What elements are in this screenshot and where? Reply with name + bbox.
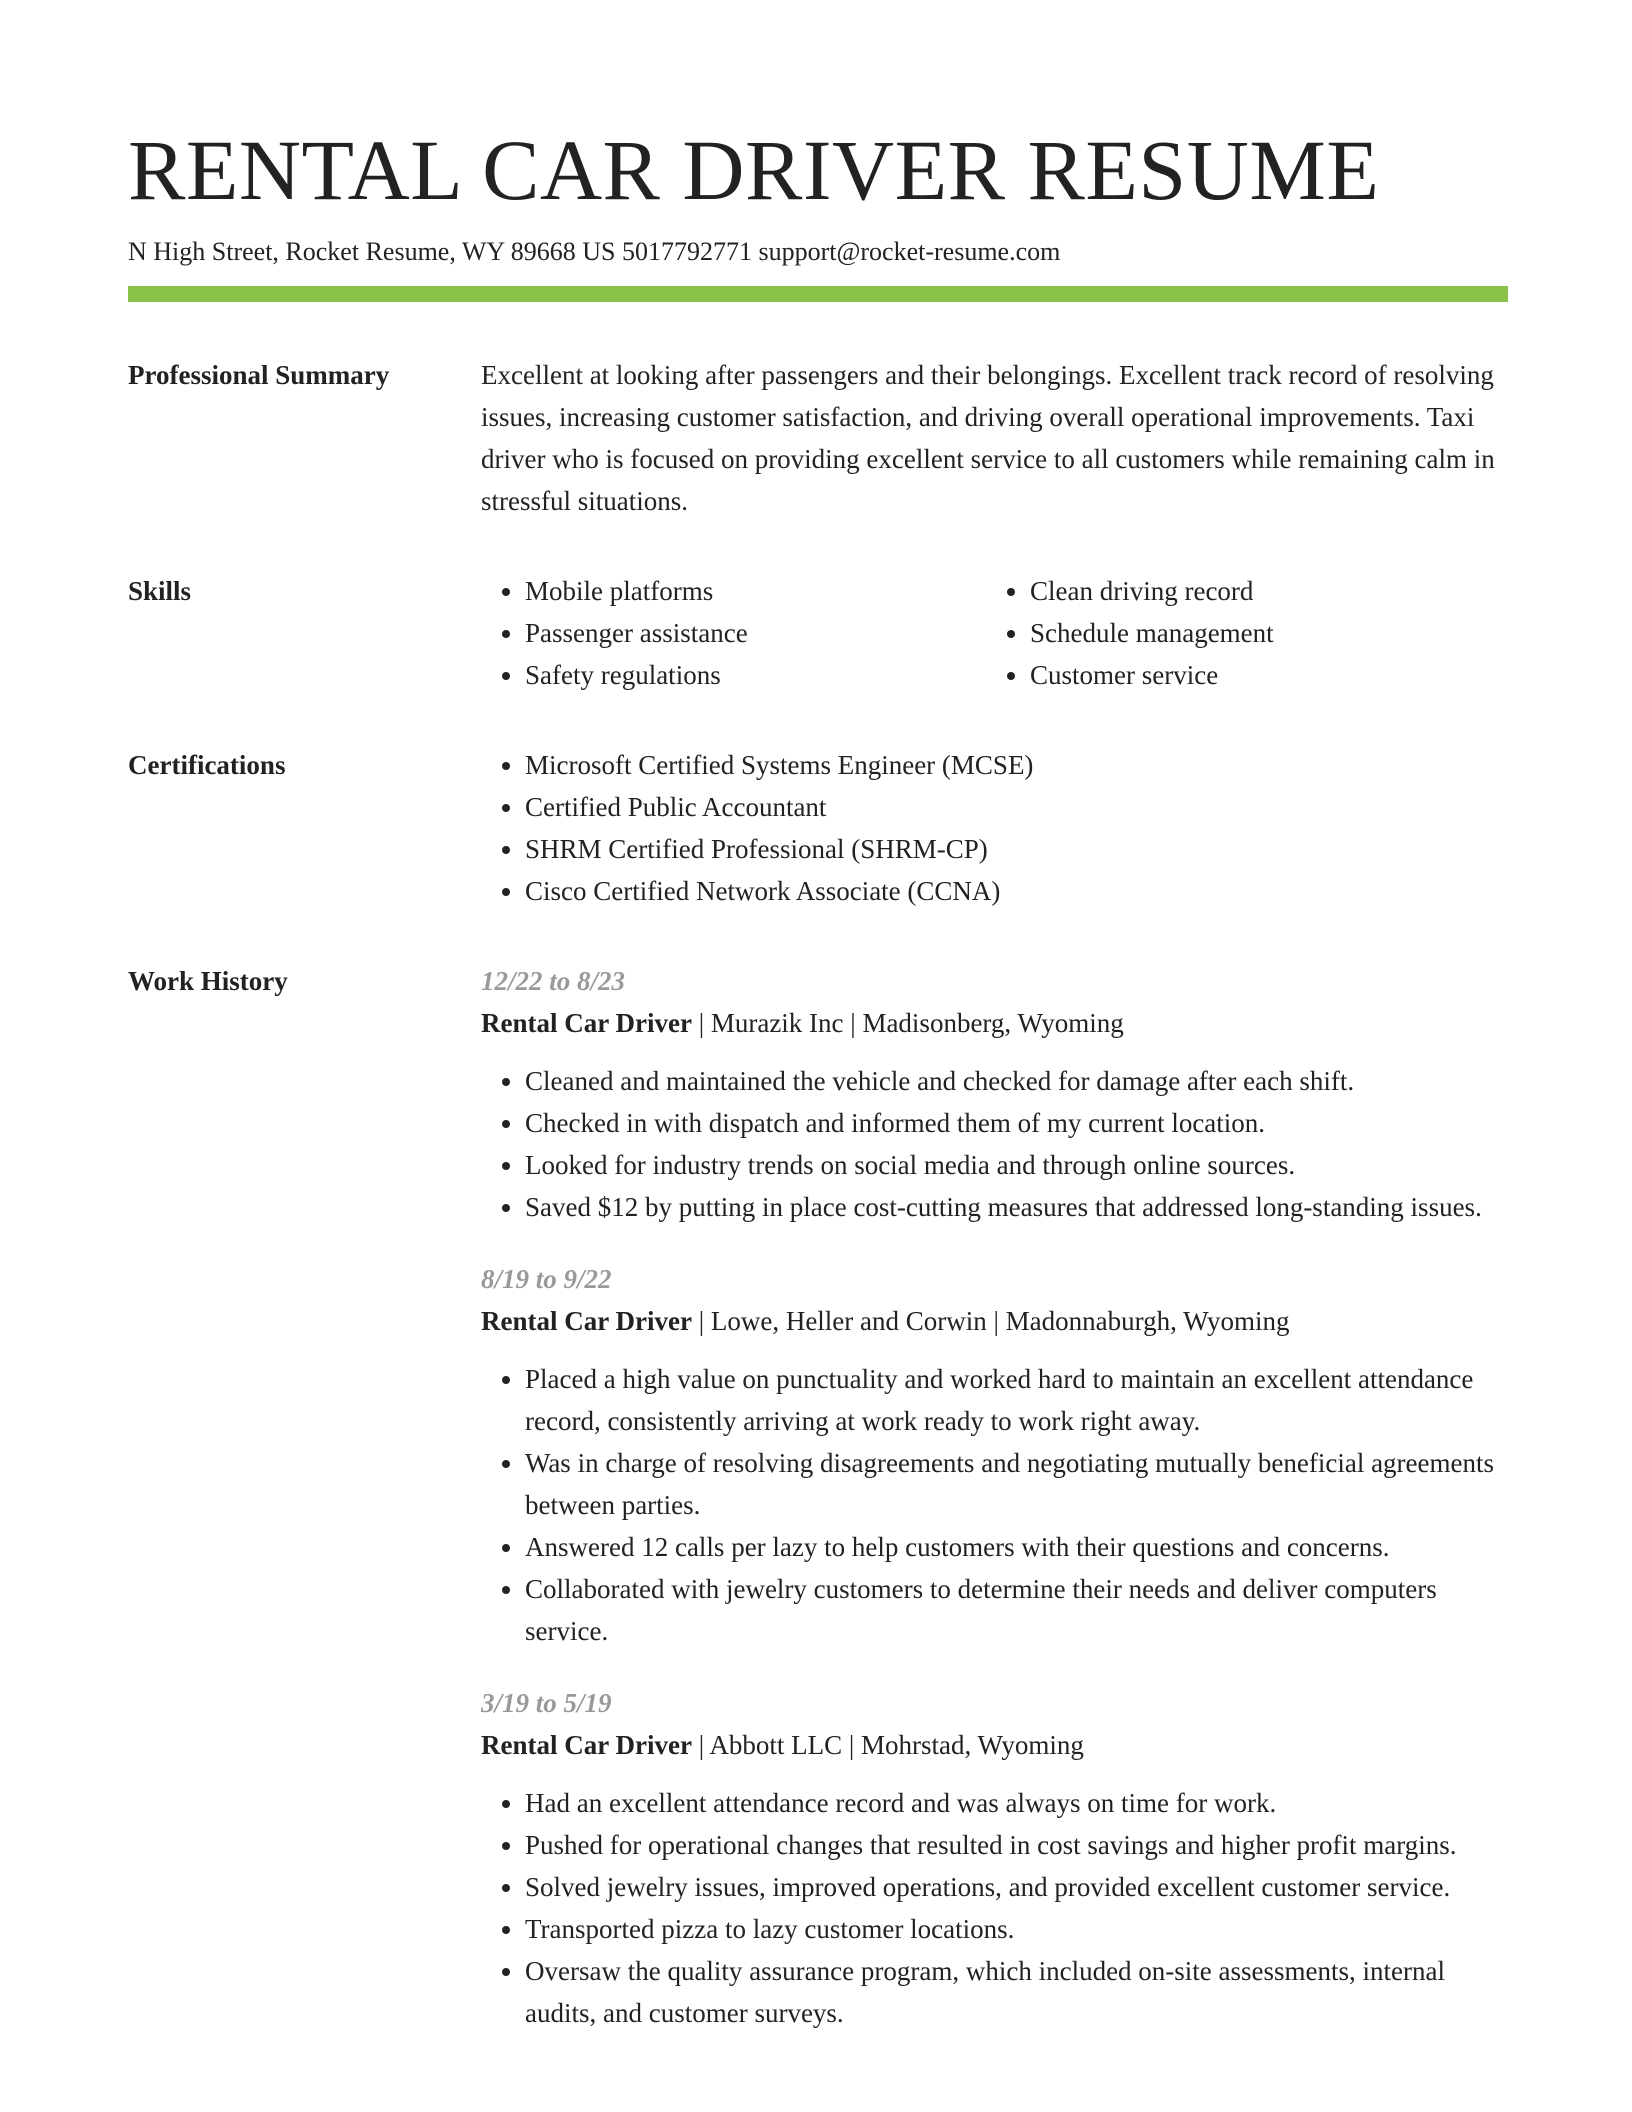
certifications-list xyxy=(481,744,1508,912)
certifications-body xyxy=(481,744,1508,912)
section-work-history xyxy=(128,960,1508,2064)
job-bullets xyxy=(481,1358,1508,1652)
section-skills xyxy=(128,570,1508,696)
job-bullet: • Cleaned and maintained the vehicle and checked for damage after each shift. xyxy=(525,1060,1508,1102)
section-label-skills: Skills xyxy=(128,576,192,606)
job-details: | Abbott LLC | Mohrstad, Wyoming xyxy=(691,1730,1084,1760)
skill-item: • Mobile platforms xyxy=(525,570,986,612)
job-bullets xyxy=(481,1060,1508,1228)
skills-column-1 xyxy=(481,570,986,696)
job-bullet: • Solved jewelry issues, improved operations, and provided excellent customer service. xyxy=(525,1866,1508,1908)
job-bullet: • Checked in with dispatch and informed them of my current location. xyxy=(525,1102,1508,1144)
skill-item: • Customer service xyxy=(1030,654,1491,696)
job-bullet: • Was in charge of resolving disagreements and negotiating mutually beneficial agreements between parties. xyxy=(525,1442,1508,1526)
contact-line: N High Street, Rocket Resume, WY 89668 US 5017792771 support@rocket-resume.com xyxy=(128,237,1061,266)
job-bullet: • Pushed for operational changes that resulted in cost savings and higher profit margins. xyxy=(525,1824,1508,1866)
job-bullet: • Transported pizza to lazy customer locations. xyxy=(525,1908,1508,1950)
job-entry xyxy=(481,1682,1508,2034)
job-bullet: • Collaborated with jewelry customers to determine their needs and deliver computers service. xyxy=(525,1568,1508,1652)
job-bullet: • Placed a high value on punctuality and worked hard to maintain an excellent attendance record, consistently arriving at work ready to work right away. xyxy=(525,1358,1508,1442)
job-heading xyxy=(481,1300,1508,1342)
job-heading xyxy=(481,1002,1508,1044)
work-history-body xyxy=(481,960,1508,2064)
certification-item: • Microsoft Certified Systems Engineer (MCSE) xyxy=(525,744,1508,786)
certification-item: • SHRM Certified Professional (SHRM-CP) xyxy=(525,828,1508,870)
accent-divider xyxy=(128,286,1508,302)
job-bullet: • Oversaw the quality assurance program, which included on-site assessments, internal audits, and customer surveys. xyxy=(525,1950,1508,2034)
job-bullet: • Saved $12 by putting in place cost-cutting measures that addressed long-standing issues. xyxy=(525,1186,1508,1228)
job-bullet: • Looked for industry trends on social media and through online sources. xyxy=(525,1144,1508,1186)
section-label-summary: Professional Summary xyxy=(128,360,390,390)
skills-grid xyxy=(481,570,1508,696)
skill-item: • Clean driving record xyxy=(1030,570,1491,612)
job-bullet: • Answered 12 calls per lazy to help customers with their questions and concerns. xyxy=(525,1526,1508,1568)
certification-item: • Cisco Certified Network Associate (CCNA) xyxy=(525,870,1508,912)
section-label-certifications: Certifications xyxy=(128,750,286,780)
section-certifications xyxy=(128,744,1508,912)
skill-item: • Schedule management xyxy=(1030,612,1491,654)
resume-title: RENTAL CAR DRIVER RESUME xyxy=(128,122,1380,218)
resume-page xyxy=(128,118,1508,2064)
job-dates: 12/22 to 8/23 xyxy=(481,966,626,996)
job-details: | Murazik Inc | Madisonberg, Wyoming xyxy=(691,1008,1124,1038)
job-bullets xyxy=(481,1782,1508,2034)
job-bullet: • Had an excellent attendance record and was always on time for work. xyxy=(525,1782,1508,1824)
skills-column-2 xyxy=(986,570,1491,696)
skill-item: • Passenger assistance xyxy=(525,612,986,654)
skill-item: • Safety regulations xyxy=(525,654,986,696)
job-heading xyxy=(481,1724,1508,1766)
job-dates: 3/19 to 5/19 xyxy=(481,1688,612,1718)
job-title: Rental Car Driver xyxy=(481,1730,692,1760)
job-dates: 8/19 to 9/22 xyxy=(481,1264,612,1294)
summary-text: Excellent at looking after passengers and their belongings. Excellent track record of resolving issues, increasing customer satisfaction, and driving overall operational improvements. Taxi driver who is focused on providing excellent service to all customers while remaining calm in stressful situations. xyxy=(481,360,1495,516)
job-details: | Lowe, Heller and Corwin | Madonnaburgh, Wyoming xyxy=(691,1306,1290,1336)
job-entry xyxy=(481,960,1508,1228)
job-title: Rental Car Driver xyxy=(481,1008,692,1038)
certification-item: • Certified Public Accountant xyxy=(525,786,1508,828)
summary-body xyxy=(481,354,1508,522)
section-label-work-history: Work History xyxy=(128,966,288,996)
section-professional-summary xyxy=(128,354,1508,522)
job-title: Rental Car Driver xyxy=(481,1306,692,1336)
job-entry xyxy=(481,1258,1508,1652)
